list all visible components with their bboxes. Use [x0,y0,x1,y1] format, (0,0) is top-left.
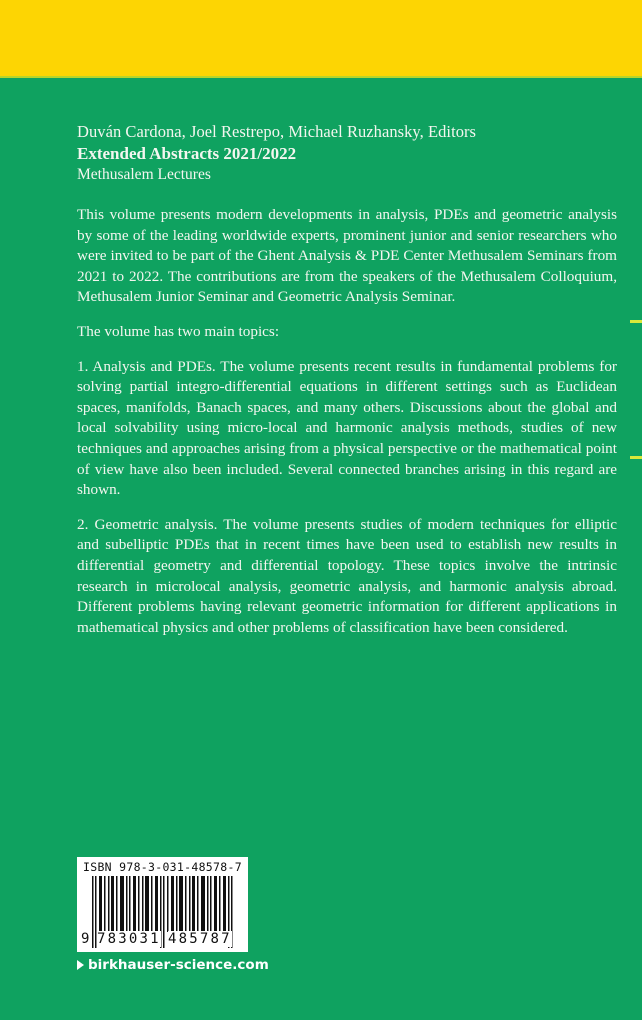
fold-tick-mark-upper [630,320,642,323]
band-divider [0,76,642,78]
barcode-digits-right: 485787 [168,931,232,947]
topic-1-paragraph: 1. Analysis and PDEs. The volume presents recent results in fundamental problems for solving partial integro-differential equations in different settings such as Euclidean spaces, manifolds, Banach spaces, and many others. Discussions about the global and local solvability using micro-local and harmonic analysis methods, studies of new techniques and approaches arising from a physical perspective or the mathematical point of view have also been included. Several connected branches arising in this regard are shown. [77,357,617,499]
isbn-barcode [77,857,248,952]
topics-heading: The volume has two main topics: [77,322,280,340]
book-subtitle: Methusalem Lectures [77,166,211,183]
play-triangle-icon [77,960,84,970]
isbn-label: ISBN 978-3-031-48578-7 [83,860,242,874]
book-title: Extended Abstracts 2021/2022 [77,144,297,163]
intro-paragraph: This volume presents modern developments in analysis, PDEs and geometric analysis by some of the leading worldwide experts, prominent junior and senior researchers who were invited to be part of the Ghent Analysis & PDE Center Methusalem Seminars from 2021 to 2022. The contributions are from the speakers of the Methusalem Colloquium, Methusalem Junior Seminar and Geometric Analysis Seminar. [77,206,617,306]
website-text: birkhauser-science.com [88,957,269,973]
barcode-digit-first: 9 [81,931,90,947]
editors-line: Duván Cardona, Joel Restrepo, Michael Ruzhansky, Editors [77,122,477,141]
fold-tick-mark-lower [630,456,642,459]
top-color-band [0,0,642,76]
back-cover-content [77,122,617,638]
barcode-digits-left: 783031 [97,931,161,947]
topic-2-paragraph: 2. Geometric analysis. The volume presents studies of modern techniques for elliptic and subelliptic PDEs that in recent times have been used to establish new results in differential geometry and differential topology. These topics involve the intrinsic research in microlocal analysis, geometric analysis, and harmonic analysis abroad. Different problems having relevant geometric information for different applications in mathematical physics and other problems of classification have been considered. [77,515,617,636]
publisher-website-link[interactable] [77,957,269,973]
